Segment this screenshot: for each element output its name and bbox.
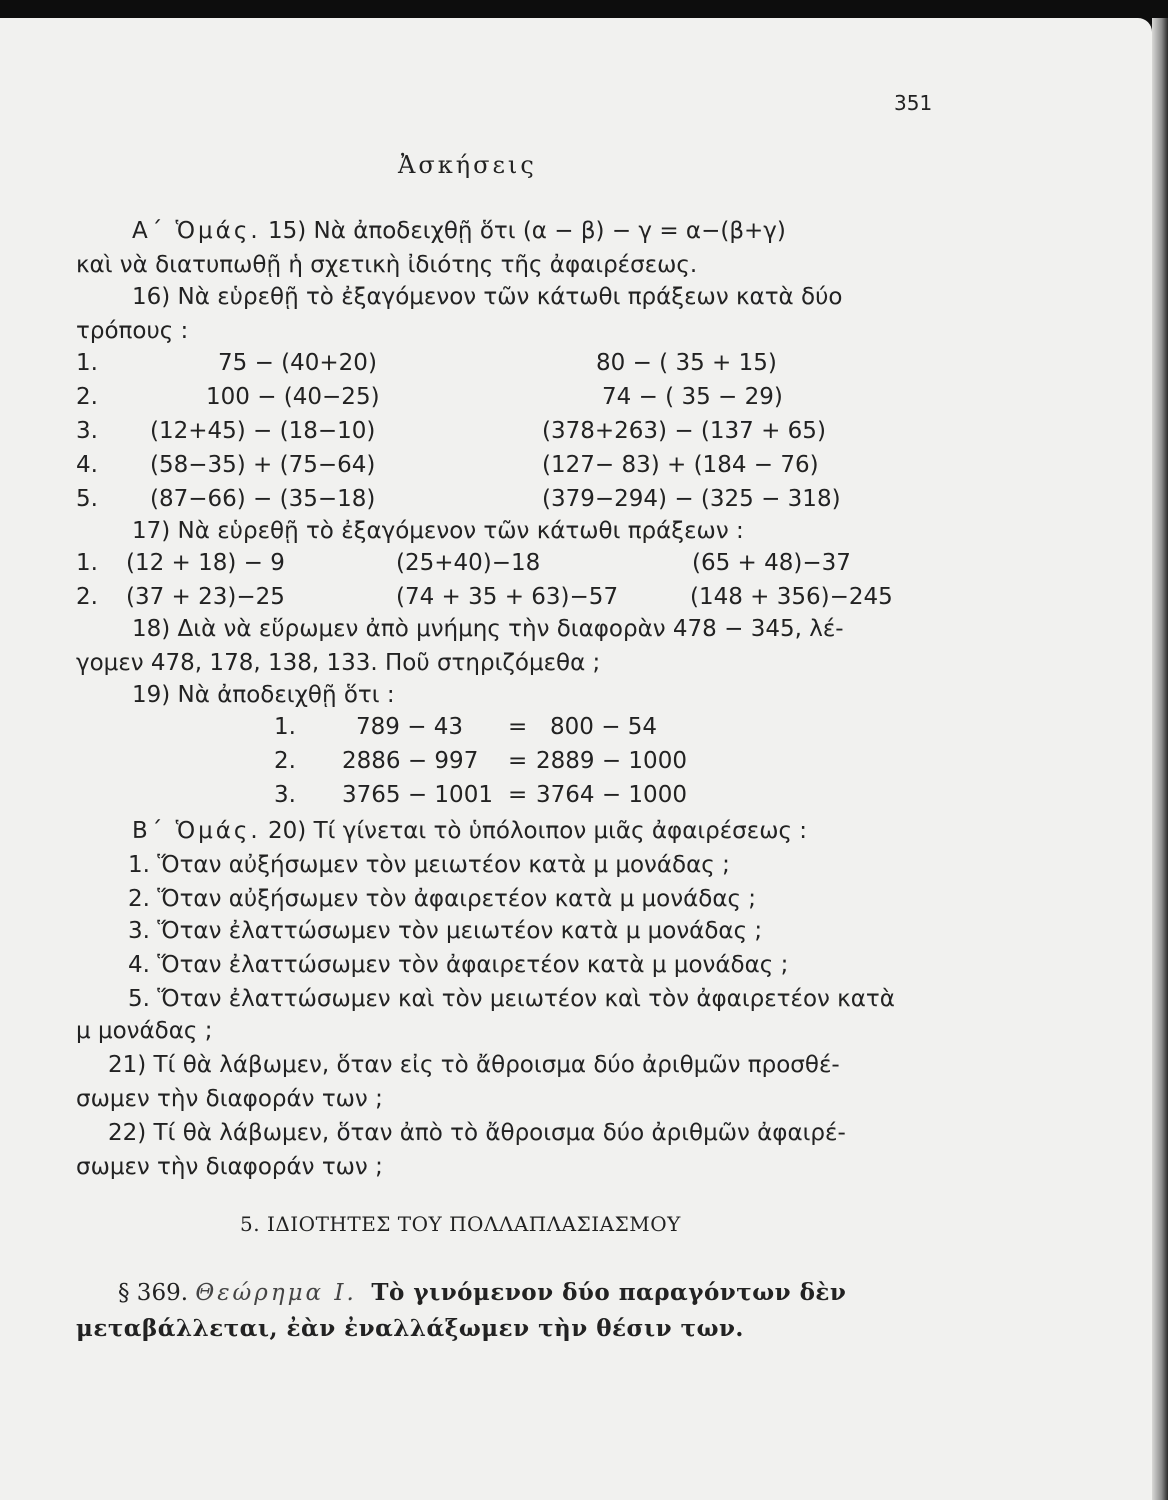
ex16-row-left: (58−35) + (75−64): [150, 452, 376, 478]
ex20-item: 1. Ὅταν αὐξήσωμεν τὸν μειωτέον κατὰ μ μονάδας ;: [128, 852, 730, 878]
ex16-row-right: (127− 83) + (184 − 76): [542, 452, 819, 478]
ex19-lhs: 789 − 43: [356, 714, 464, 740]
page-number: 351: [894, 91, 933, 115]
ex16-row-left: 75 − (40+20): [218, 350, 377, 376]
group-b-label: Β΄ Ὁμάς.: [132, 818, 261, 844]
ex17-col-b: (74 + 35 + 63)−57: [396, 584, 619, 610]
ex19-lhs: 2886 − 997: [342, 748, 479, 774]
ex16-row-num: 1.: [76, 350, 98, 376]
ex17-row-num: 2.: [76, 584, 98, 610]
ex17-col-b: (25+40)−18: [396, 550, 541, 576]
ex16-row-left: (87−66) − (35−18): [150, 486, 376, 512]
ex19-row-num: 3.: [274, 782, 296, 808]
theorem-label: Θεώρημα Ι.: [195, 1280, 357, 1306]
ex15-line2: καὶ νὰ διατυπωθῇ ἡ σχετικὴ ἰδιότης τῆς ἀφαιρέσεως.: [76, 252, 698, 278]
ex19-eq: =: [508, 714, 528, 740]
ex17-line: 17) Νὰ εὑρεθῇ τὸ ἐξαγόμενον τῶν κάτωθι πράξεων :: [132, 518, 744, 544]
section-title: 5. ΙΔΙΟΤΗΤΕΣ ΤΟΥ ΠΟΛΛΑΠΛΑΣΙΑΣΜΟΥ: [240, 1212, 681, 1236]
ex19-rhs: 2889 − 1000: [536, 748, 687, 774]
ex20-item: 4. Ὅταν ἐλαττώσωμεν τὸν ἀφαιρετέον κατὰ μ μονάδας ;: [128, 952, 789, 978]
ex20-line: [132, 816, 807, 846]
ex16-line2: τρόπους :: [76, 318, 189, 344]
ex16-row-left: 100 − (40−25): [206, 384, 380, 410]
ex16-row-num: 5.: [76, 486, 98, 512]
ex21-line1: 21) Τί θὰ λάβωμεν, ὅταν εἰς τὸ ἄθροισμα δύο ἀριθμῶν προσθέ-: [108, 1052, 840, 1078]
ex16-row-right: (379−294) − (325 − 318): [542, 486, 841, 512]
theorem-text-1: Τὸ γινόμενον δύο παραγόντων δὲν: [371, 1279, 847, 1306]
ex22-line2: σωμεν τὴν διαφοράν των ;: [76, 1154, 383, 1180]
ex20-item: 2. Ὅταν αὐξήσωμεν τὸν ἀφαιρετέον κατὰ μ μονάδας ;: [128, 886, 757, 912]
ex17-col-c: (148 + 356)−245: [690, 584, 893, 610]
ex21-line2: σωμεν τὴν διαφοράν των ;: [76, 1086, 383, 1112]
ex18-line1: 18) Διὰ νὰ εὕρωμεν ἀπὸ μνήμης τὴν διαφορὰν 478 − 345, λέ-: [132, 616, 844, 642]
theorem-line1: [118, 1278, 846, 1308]
ex17-col-a: (12 + 18) − 9: [126, 550, 285, 576]
ex16-row-left: (12+45) − (18−10): [150, 418, 376, 444]
page-edge-shadow: [1152, 18, 1168, 1500]
ex20-item: 5. Ὅταν ἐλαττώσωμεν καὶ τὸν μειωτέον καὶ τὸν ἀφαιρετέον κατὰ: [128, 986, 895, 1012]
ex19-rhs: 800 − 54: [550, 714, 658, 740]
ex16-row-right: 80 − ( 35 + 15): [596, 350, 777, 376]
ex19-line: 19) Νὰ ἀποδειχθῇ ὅτι :: [132, 682, 395, 708]
ex22-line1: 22) Τί θὰ λάβωμεν, ὅταν ἀπὸ τὸ ἄθροισμα δύο ἀριθμῶν ἀφαιρέ-: [108, 1120, 846, 1146]
ex19-row-num: 1.: [274, 714, 296, 740]
theorem-line2: μεταβάλλεται, ἐὰν ἐναλλάξωμεν τὴν θέσιν των.: [76, 1315, 744, 1342]
ex17-col-a: (37 + 23)−25: [126, 584, 285, 610]
ex19-eq: =: [508, 782, 528, 808]
ex18-line2: γομεν 478, 178, 138, 133. Ποῦ στηριζόμεθα ;: [76, 650, 601, 676]
ex20-item: 3. Ὅταν ἐλαττώσωμεν τὸν μειωτέον κατὰ μ μονάδας ;: [128, 918, 763, 944]
ex20-item5-cont: μ μονάδας ;: [76, 1018, 213, 1044]
ex19-eq: =: [508, 748, 528, 774]
ex16-row-num: 4.: [76, 452, 98, 478]
ex16-row-right: (378+263) − (137 + 65): [542, 418, 826, 444]
page-heading: Ἀσκήσεις: [398, 151, 537, 179]
theorem-number: § 369.: [118, 1280, 189, 1306]
ex16-line1: 16) Νὰ εὑρεθῇ τὸ ἐξαγόμενον τῶν κάτωθι πράξεων κατὰ δύο: [132, 284, 843, 310]
ex17-col-c: (65 + 48)−37: [692, 550, 851, 576]
ex20-text: 20) Τί γίνεται τὸ ὑπόλοιπον μιᾶς ἀφαιρέσεως :: [268, 818, 808, 844]
ex15-line1: [132, 216, 786, 246]
ex16-row-num: 3.: [76, 418, 98, 444]
ex16-row-right: 74 − ( 35 − 29): [602, 384, 783, 410]
ex19-rhs: 3764 − 1000: [536, 782, 687, 808]
ex17-row-num: 1.: [76, 550, 98, 576]
ex19-row-num: 2.: [274, 748, 296, 774]
ex19-lhs: 3765 − 1001: [342, 782, 493, 808]
ex15-text: 15) Νὰ ἀποδειχθῇ ὅτι (α − β) − γ = α−(β+γ): [267, 218, 786, 244]
ex16-row-num: 2.: [76, 384, 98, 410]
group-a-label: Α΄ Ὁμάς.: [132, 218, 261, 244]
